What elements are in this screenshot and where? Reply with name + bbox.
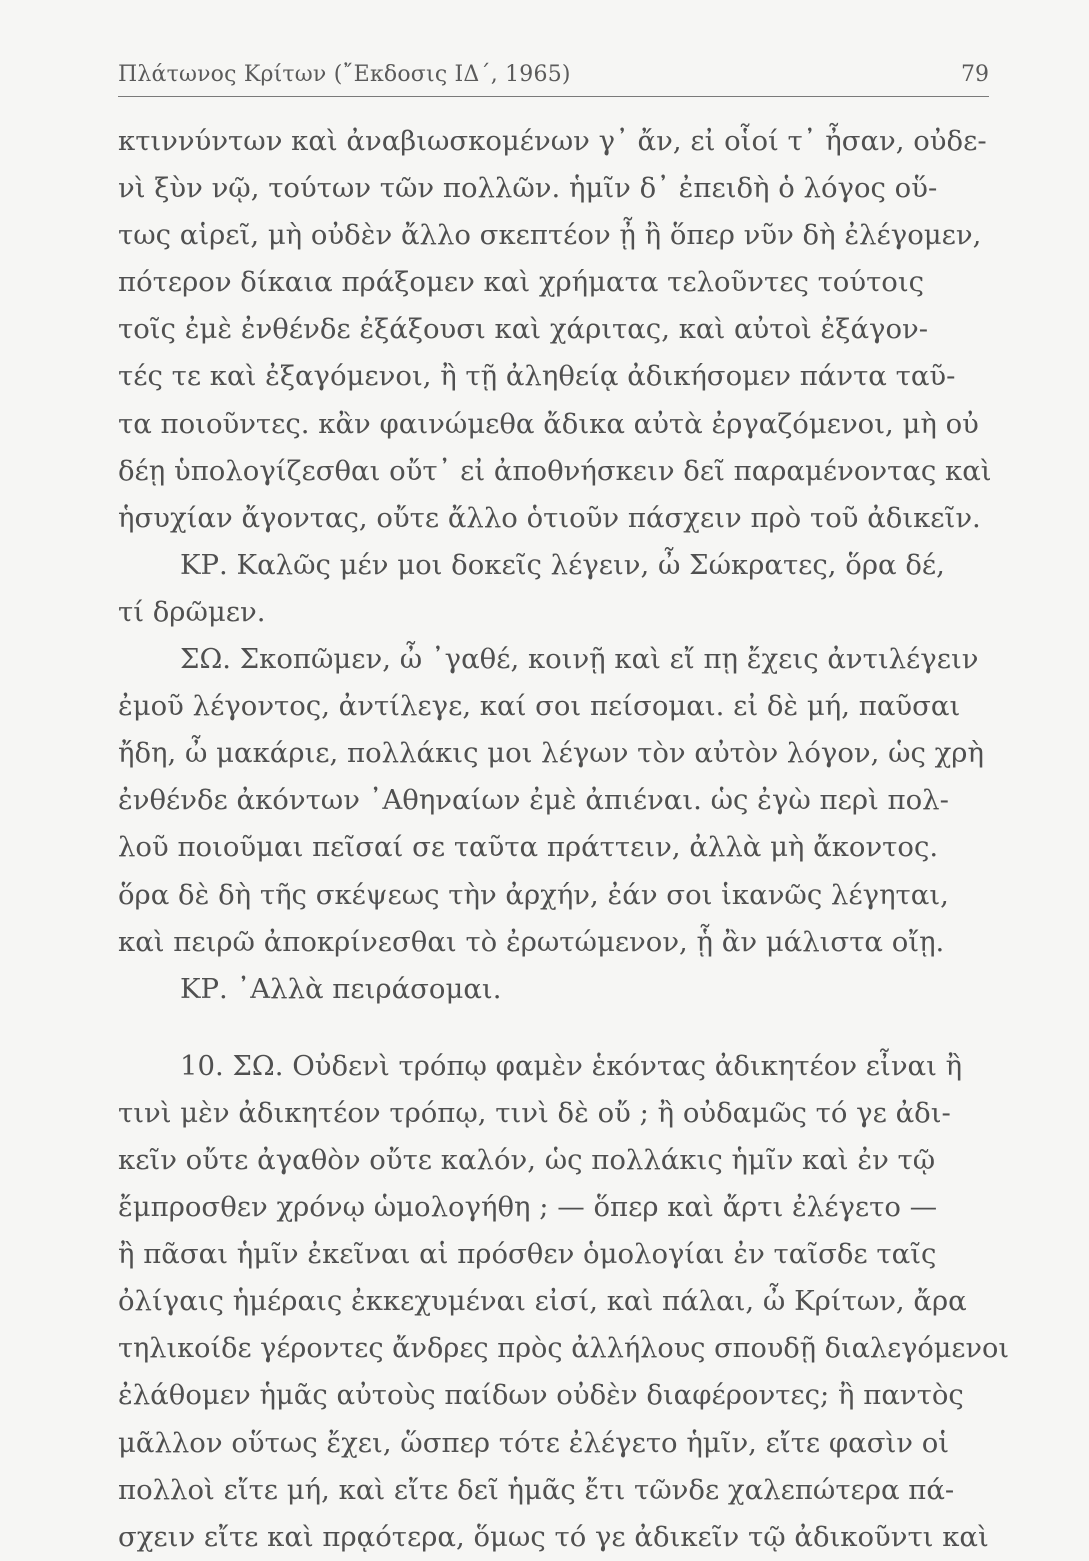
text-line: καὶ πειρῶ ἀποκρίνεσθαι τὸ ἐρωτώμενον, ᾗ ἂν μάλιστα οἴῃ. bbox=[118, 925, 945, 958]
running-title: Πλάτωνος Κρίτων (῎Εκδοσις ΙΔ΄, 1965) bbox=[118, 62, 571, 87]
text-line: ὅρα δὲ δὴ τῆς σκέψεως τὴν ἀρχήν, ἐάν σοι ἱκανῶς λέγηται, bbox=[118, 878, 949, 911]
text-line: τηλικοίδε γέροντες ἄνδρες πρὸς ἀλλήλους σπουδῇ διαλεγόμενοι bbox=[118, 1332, 1009, 1365]
text-line: πότερον δίκαια πράξομεν καὶ χρήματα τελοῦντες τούτοις bbox=[118, 266, 925, 299]
text-line: τα ποιοῦντες. κἂν φαινώμεθα ἄδικα αὐτὰ ἐργαζόμενοι, μὴ οὐ bbox=[118, 407, 979, 440]
running-header bbox=[118, 56, 989, 97]
text-line: νὶ ξὺν νῷ, τούτων τῶν πολλῶν. ἡμῖν δ᾽ ἐπειδὴ ὁ λόγος οὕ- bbox=[118, 172, 938, 205]
text-line: δέῃ ὑπολογίζεσθαι οὔτ᾽ εἰ ἀποθνήσκειν δεῖ παραμένοντας καὶ bbox=[118, 454, 992, 487]
text-line: ἢ πᾶσαι ἡμῖν ἐκεῖναι αἱ πρόσθεν ὁμολογίαι ἐν ταῖσδε ταῖς bbox=[118, 1238, 937, 1271]
text-line: τως αἱρεῖ, μὴ οὐδὲν ἄλλο σκεπτέον ᾖ ἢ ὅπερ νῦν δὴ ἐλέγομεν, bbox=[118, 219, 982, 252]
text-line: ἤδη, ὦ μακάριε, πολλάκις μοι λέγων τὸν αὐτὸν λόγον, ὡς χρὴ bbox=[118, 737, 984, 770]
text-line: τοῖς ἐμὲ ἐνθένδε ἐξάξουσι καὶ χάριτας, καὶ αὐτοὶ ἐξάγον- bbox=[118, 313, 929, 346]
text-line: ἐμοῦ λέγοντος, ἀντίλεγε, καί σοι πείσομαι. εἰ δὲ μή, παῦσαι bbox=[118, 690, 961, 723]
text-line: τί δρῶμεν. bbox=[118, 595, 266, 628]
speaker-line: ΚΡ. ᾽Αλλὰ πειράσομαι. bbox=[180, 972, 502, 1005]
text-line: ἔμπροσθεν χρόνῳ ὡμολογήθη ; — ὅπερ καὶ ἄρτι ἐλέγετο — bbox=[118, 1191, 938, 1224]
section-start-line: 10. ΣΩ. Οὐδενὶ τρόπῳ φαμὲν ἑκόντας ἀδικητέον εἶναι ἢ bbox=[180, 1049, 963, 1082]
text-line: τές τε καὶ ἐξαγόμενοι, ἢ τῇ ἀληθείᾳ ἀδικήσομεν πάντα ταῦ- bbox=[118, 360, 956, 393]
text-line: κτιννύντων καὶ ἀναβιωσκομένων γ᾽ ἄν, εἰ οἷοί τ᾽ ἦσαν, οὐδε- bbox=[118, 125, 987, 157]
text-line: ἡσυχίαν ἄγοντας, οὔτε ἄλλο ὁτιοῦν πάσχειν πρὸ τοῦ ἀδικεῖν. bbox=[118, 501, 981, 534]
text-line: ἐνθένδε ἀκόντων ᾽Αθηναίων ἐμὲ ἀπιέναι. ὡς ἐγὼ περὶ πολ- bbox=[118, 784, 949, 817]
body-text bbox=[118, 118, 1009, 1561]
page-number: 79 bbox=[961, 62, 989, 87]
text-line: τινὶ μὲν ἀδικητέον τρόπῳ, τινὶ δὲ οὔ ; ἢ οὐδαμῶς τό γε ἀδι- bbox=[118, 1096, 951, 1129]
text-line: κεῖν οὔτε ἀγαθὸν οὔτε καλόν, ὡς πολλάκις ἡμῖν καὶ ἐν τῷ bbox=[118, 1143, 936, 1176]
text-line: σχειν εἴτε καὶ πρᾳότερα, ὅμως τό γε ἀδικεῖν τῷ ἀδικοῦντι καὶ bbox=[118, 1520, 989, 1553]
text-line: ὀλίγαις ἡμέραις ἐκκεχυμέναι εἰσί, καὶ πάλαι, ὦ Κρίτων, ἄρα bbox=[118, 1285, 967, 1318]
text-line: λοῦ ποιοῦμαι πεῖσαί σε ταῦτα πράττειν, ἀλλὰ μὴ ἄκοντος. bbox=[118, 831, 939, 864]
text-line: ἐλάθομεν ἡμᾶς αὐτοὺς παίδων οὐδὲν διαφέροντες; ἢ παντὸς bbox=[118, 1379, 964, 1412]
section-gap bbox=[118, 1013, 1009, 1043]
text-line: πολλοὶ εἴτε μή, καὶ εἴτε δεῖ ἡμᾶς ἔτι τῶνδε χαλεπώτερα πά- bbox=[118, 1473, 955, 1506]
speaker-line: ΚΡ. Καλῶς μέν μοι δοκεῖς λέγειν, ὦ Σώκρατες, ὅρα δέ, bbox=[180, 548, 945, 581]
speaker-line: ΣΩ. Σκοπῶμεν, ὦ ᾽γαθέ, κοινῇ καὶ εἴ πῃ ἔχεις ἀντιλέγειν bbox=[180, 643, 979, 676]
text-line: μᾶλλον οὕτως ἔχει, ὥσπερ τότε ἐλέγετο ἡμῖν, εἴτε φασὶν οἱ bbox=[118, 1426, 950, 1459]
